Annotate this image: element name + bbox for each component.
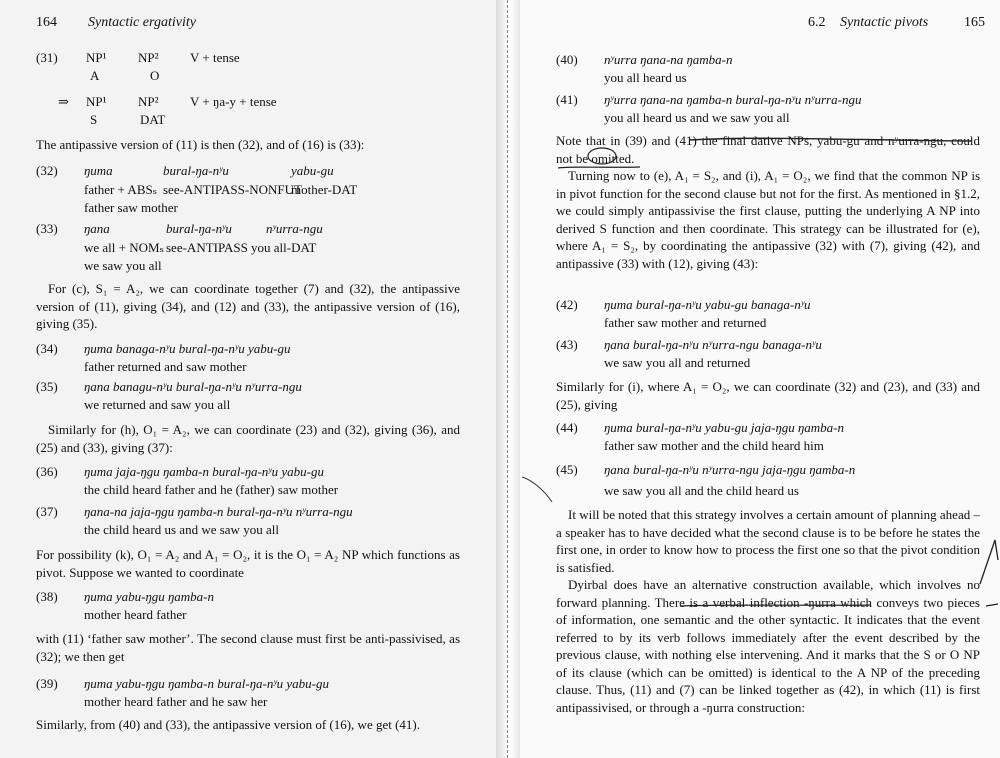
left-paragraph-1: The antipassive version of (11) is then (32), and of (16) is (33): [36,137,365,152]
right-section-number: 6.2 [808,15,826,30]
left-paragraph-2: For (c), S₁ = A₂, we can coordinate together (7) and (32), the antipassive version of (11), giving (34), and (12) and (33), the antipassive version of (16), giving (35). [36,281,460,331]
example-34: (34) ŋuma banaga-nʸu bural-ŋa-nʸu yabu-gu father returned and saw mother [36,341,291,374]
right-page [520,0,1000,758]
example-43: (43) ŋana bural-ŋa-nʸu nʸurra-ngu banaga-nʸu we saw you all and returned [556,337,822,370]
example-36: (36) ŋuma jaja-ŋgu ŋamba-n bural-ŋa-nʸu yabu-gu the child heard father and he (father) saw mother [36,464,339,497]
example-40: (40) nʸurra ŋana-na ŋamba-n you all heard us [556,52,733,85]
example-41: (41) ŋʸurra ŋana-na ŋamba-n bural-ŋa-nʸu nʸurra-ngu you all heard us and we saw you all [556,92,862,125]
left-paragraph-5: with (11) ‘father saw mother’. The second clause must first be anti-passivised, as (32); we then get [36,631,460,664]
left-paragraph-3: Similarly for (h), O₁ = A₂, we can coordinate (23) and (32), giving (36), and (25) and (33), giving (37): [36,422,460,455]
right-page-number: 165 [964,15,985,30]
left-page: 164 Syntactic ergativity (31) NP¹ NP² V + tense A O ⇒ NP¹ NP² V + ŋa-y + tense S DAT The antipassive version of (11) is then (32), and of (16) is (33): (32) ŋuma bural-ŋa-nʸu yabu-gu father + ABSₛ see-ANTIPASS-NONFUT mother-DAT father saw mother (33) ŋana bural-ŋa-nʸu nʸurra-ngu we all + NOMₛ see-ANTIPASS you all-DAT we saw you all For (c), S₁ = A₂, we can coordinate together (7) and (32), the antipassive version of (11), giving (34), and (12) and (33), the antipassive version of (16), giving (35). (34) ŋuma banaga-nʸu bural-ŋa-nʸu yabu-gu father returned and saw mother (35) ŋana banagu-nʸu bural-ŋa-nʸu nʸurra-ngu we returned and saw you all Similarly for (h), O₁ = A₂, we can coordinate (23) and (32), giving (36), and (25) and (33), giving (37): (36) ŋuma jaja-ŋgu ŋamba-n bural-ŋa-nʸu yabu-gu the child heard father and he (father) saw mother (37) ŋana-na jaja-ŋgu ŋamba-n bural-ŋa-nʸu nʸurra-ngu the child heard us and we saw you all For possibility (k), O₁ = A₂ and A₁ = O₂, it is the O₁ = A₂ NP which functions as pivot. Suppose we wanted to coordinate (38) ŋuma yabu-ŋgu ŋamba-n mother heard father with (11) ‘father saw mother’. The second clause must first be anti-passivised, as (32); we then get (39) ŋuma yabu-ŋgu ŋamba-n bural-ŋa-nʸu yabu-gu mother heard father and he saw her Similarly, from (40) and (33), the antipassive version of (16), we get (41). [0,0,496,758]
left-paragraph-6: Similarly, from (40) and (33), the antipassive version of (16), we get (41). [36,717,421,732]
right-paragraph-1: Note that in (39) and (41) the final dative NPs, yabu-gu and nʸurra-ngu, could not be omitted. [556,133,980,166]
right-paragraph-3: Similarly for (i), where A₁ = O₂, we can coordinate (32) and (23), and (33) and (25), giving [556,379,980,412]
example-45: (45) ŋana bural-ŋa-nʸu nʸurra-ngu jaja-ŋgu ŋamba-n we saw you all and the child heard us [556,462,856,498]
right-paragraph-2: Turning now to (e), A₁ = S₂, and (i), A₁ = O₂, we find that the common NP is in pivot function for the second clause but not for the first. As mentioned in §1.2, we could simply antipassivise the first clause, putting the underlying A NP into derived S function and then coordinate. This strategy can be illustrated for (e), where A₁ = S₂, by coordinating the antipassive (32) with (7), giving (42), and antipassive (33) with (12), giving (43): [556,168,980,271]
left-paragraph-4: For possibility (k), O₁ = A₂ and A₁ = O₂, it is the O₁ = A₂ NP which functions as pivot. Suppose we wanted to coordinate [36,547,460,580]
left-page-number: 164 [36,15,57,30]
left-running-title: Syntactic ergativity [88,15,196,30]
right-running-title: Syntactic pivots [840,15,929,30]
example-42: (42) ŋuma bural-ŋa-nʸu yabu-gu banaga-nʸu father saw mother and returned [556,297,811,330]
margin-arc-mark [522,477,552,502]
example-39: (39) ŋuma yabu-ŋgu ŋamba-n bural-ŋa-nʸu yabu-gu mother heard father and he saw her [36,676,330,709]
example-33: (33) ŋana bural-ŋa-nʸu nʸurra-ngu we all + NOMₛ see-ANTIPASS you all-DAT we saw you all [36,221,323,273]
example-44: (44) ŋuma bural-ŋa-nʸu yabu-gu jaja-ŋgu ŋamba-n father saw mother and the child heard him [556,420,844,453]
example-37: (37) ŋana-na jaja-ŋgu ŋamba-n bural-ŋa-nʸu nʸurra-ngu the child heard us and we saw you all [36,504,353,537]
example-38: (38) ŋuma yabu-ŋgu ŋamba-n mother heard father [36,589,214,622]
example-35: (35) ŋana banagu-nʸu bural-ŋa-nʸu nʸurra-ngu we returned and saw you all [36,379,302,412]
book-gutter [496,0,520,758]
example-32: (32) ŋuma bural-ŋa-nʸu yabu-gu father + ABSₛ see-ANTIPASS-NONFUT mother-DAT father saw mother [36,163,358,215]
margin-slash-mark [980,540,998,584]
right-paragraph-5: Dyirbal does have an alternative construction available, which involves no forward planning. There is a verbal inflection -ŋurra which conveys two pieces of information, one semantic and the other syntactic. It indicates that the event referred to by its verb follows immediately after the event described by the previous clause, with nothing else intervening. And it marks that the S or O NP of its clause (which can be omitted) is identical to the A NP of the preceding clause. Thus, (11) and (7) can be linked together as (42), in which (11) is first antipassivised, or through a -ŋurra construction: [556,577,980,715]
margin-tick-mark [986,604,998,606]
right-paragraph-4: It will be noted that this strategy involves a certain amount of planning ahead – a speaker has to have decided what the second clause is to be before he states the first one, in order to know how to process the first one so that the pivot condition is satisfied. [556,507,980,575]
